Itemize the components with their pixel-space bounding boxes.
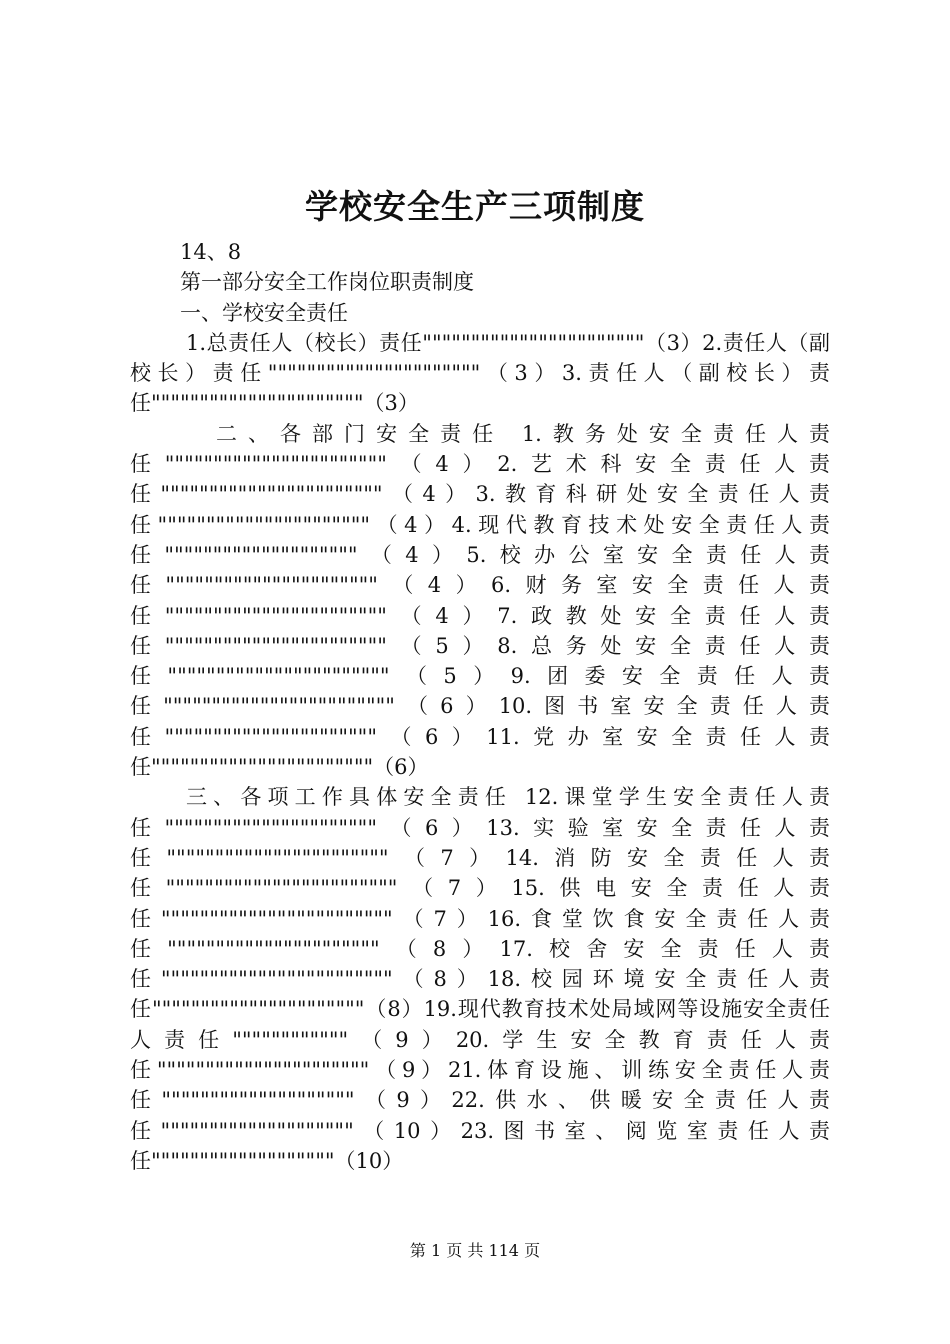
document-title: 学校安全生产三项制度 <box>305 187 645 226</box>
page-footer: 第 1 页 共 114 页 <box>409 1241 541 1260</box>
paragraph-date: 14、8 <box>180 240 242 264</box>
document-body <box>130 237 830 1176</box>
paragraph-part-heading: 第一部分安全工作岗位职责制度 <box>180 270 474 295</box>
paragraph-section-1-heading: 一、学校安全责任 <box>180 300 348 325</box>
paragraph-section-1-items: 1.总责任人（校长）责任"""""""""""""""""""""""（3）2.责任人（副校长）责任""""""""""""""""""""""（3）3.责任人（副校长）责任""""""""""""""""""""""（3） <box>130 330 830 416</box>
paragraph-section-3-items: 三、各项工作具体安全责任 12.课堂学生安全责任人责任""""""""""""""""""""""（6）13.实验室安全责任人责任"""""""""""""""""""""""（7）14.消防安全责任人责任""""""""""""""""""""""""（7）15.供电安全责任人责任""""""""""""""""""""""""（7）16.食堂饮食安全责任人责任""""""""""""""""""""""（8）17.校舍安全责任人责任""""""""""""""""""""""""（8）18.校园环境安全责任人责任""""""""""""""""""""""（8）19.现代教育技术处局域网等设施安全责任人责任""""""""""""（9）20.学生安全教育责任人责任""""""""""""""""""""""（9）21.体育设施、训练安全责任人责任""""""""""""""""""""（9）22.供水、供暖安全责任人责任""""""""""""""""""""（10）23.图书室、阅览室责任人责任"""""""""""""""""""（10） <box>130 785 830 1173</box>
paragraph-section-2-items: 二、各部门安全责任 1.教务处安全责任人责任"""""""""""""""""""""""（4）2.艺术科安全责任人责任"""""""""""""""""""""""（4）3.教育科研处安全责任人责任""""""""""""""""""""""（4）4.现代教育技术处安全责任人责任""""""""""""""""""""（4）5.校办公室安全责任人责任""""""""""""""""""""""（4）6.财务室安全责任人责任"""""""""""""""""""""""（4）7.政教处安全责任人责任"""""""""""""""""""""""（5）8.总务处安全责任人责任"""""""""""""""""""""""（5）9.团委安全责任人责任""""""""""""""""""""""""（6）10.图书室安全责任人责任""""""""""""""""""""""（6）11.党办室安全责任人责任"""""""""""""""""""""""（6） <box>130 421 830 780</box>
